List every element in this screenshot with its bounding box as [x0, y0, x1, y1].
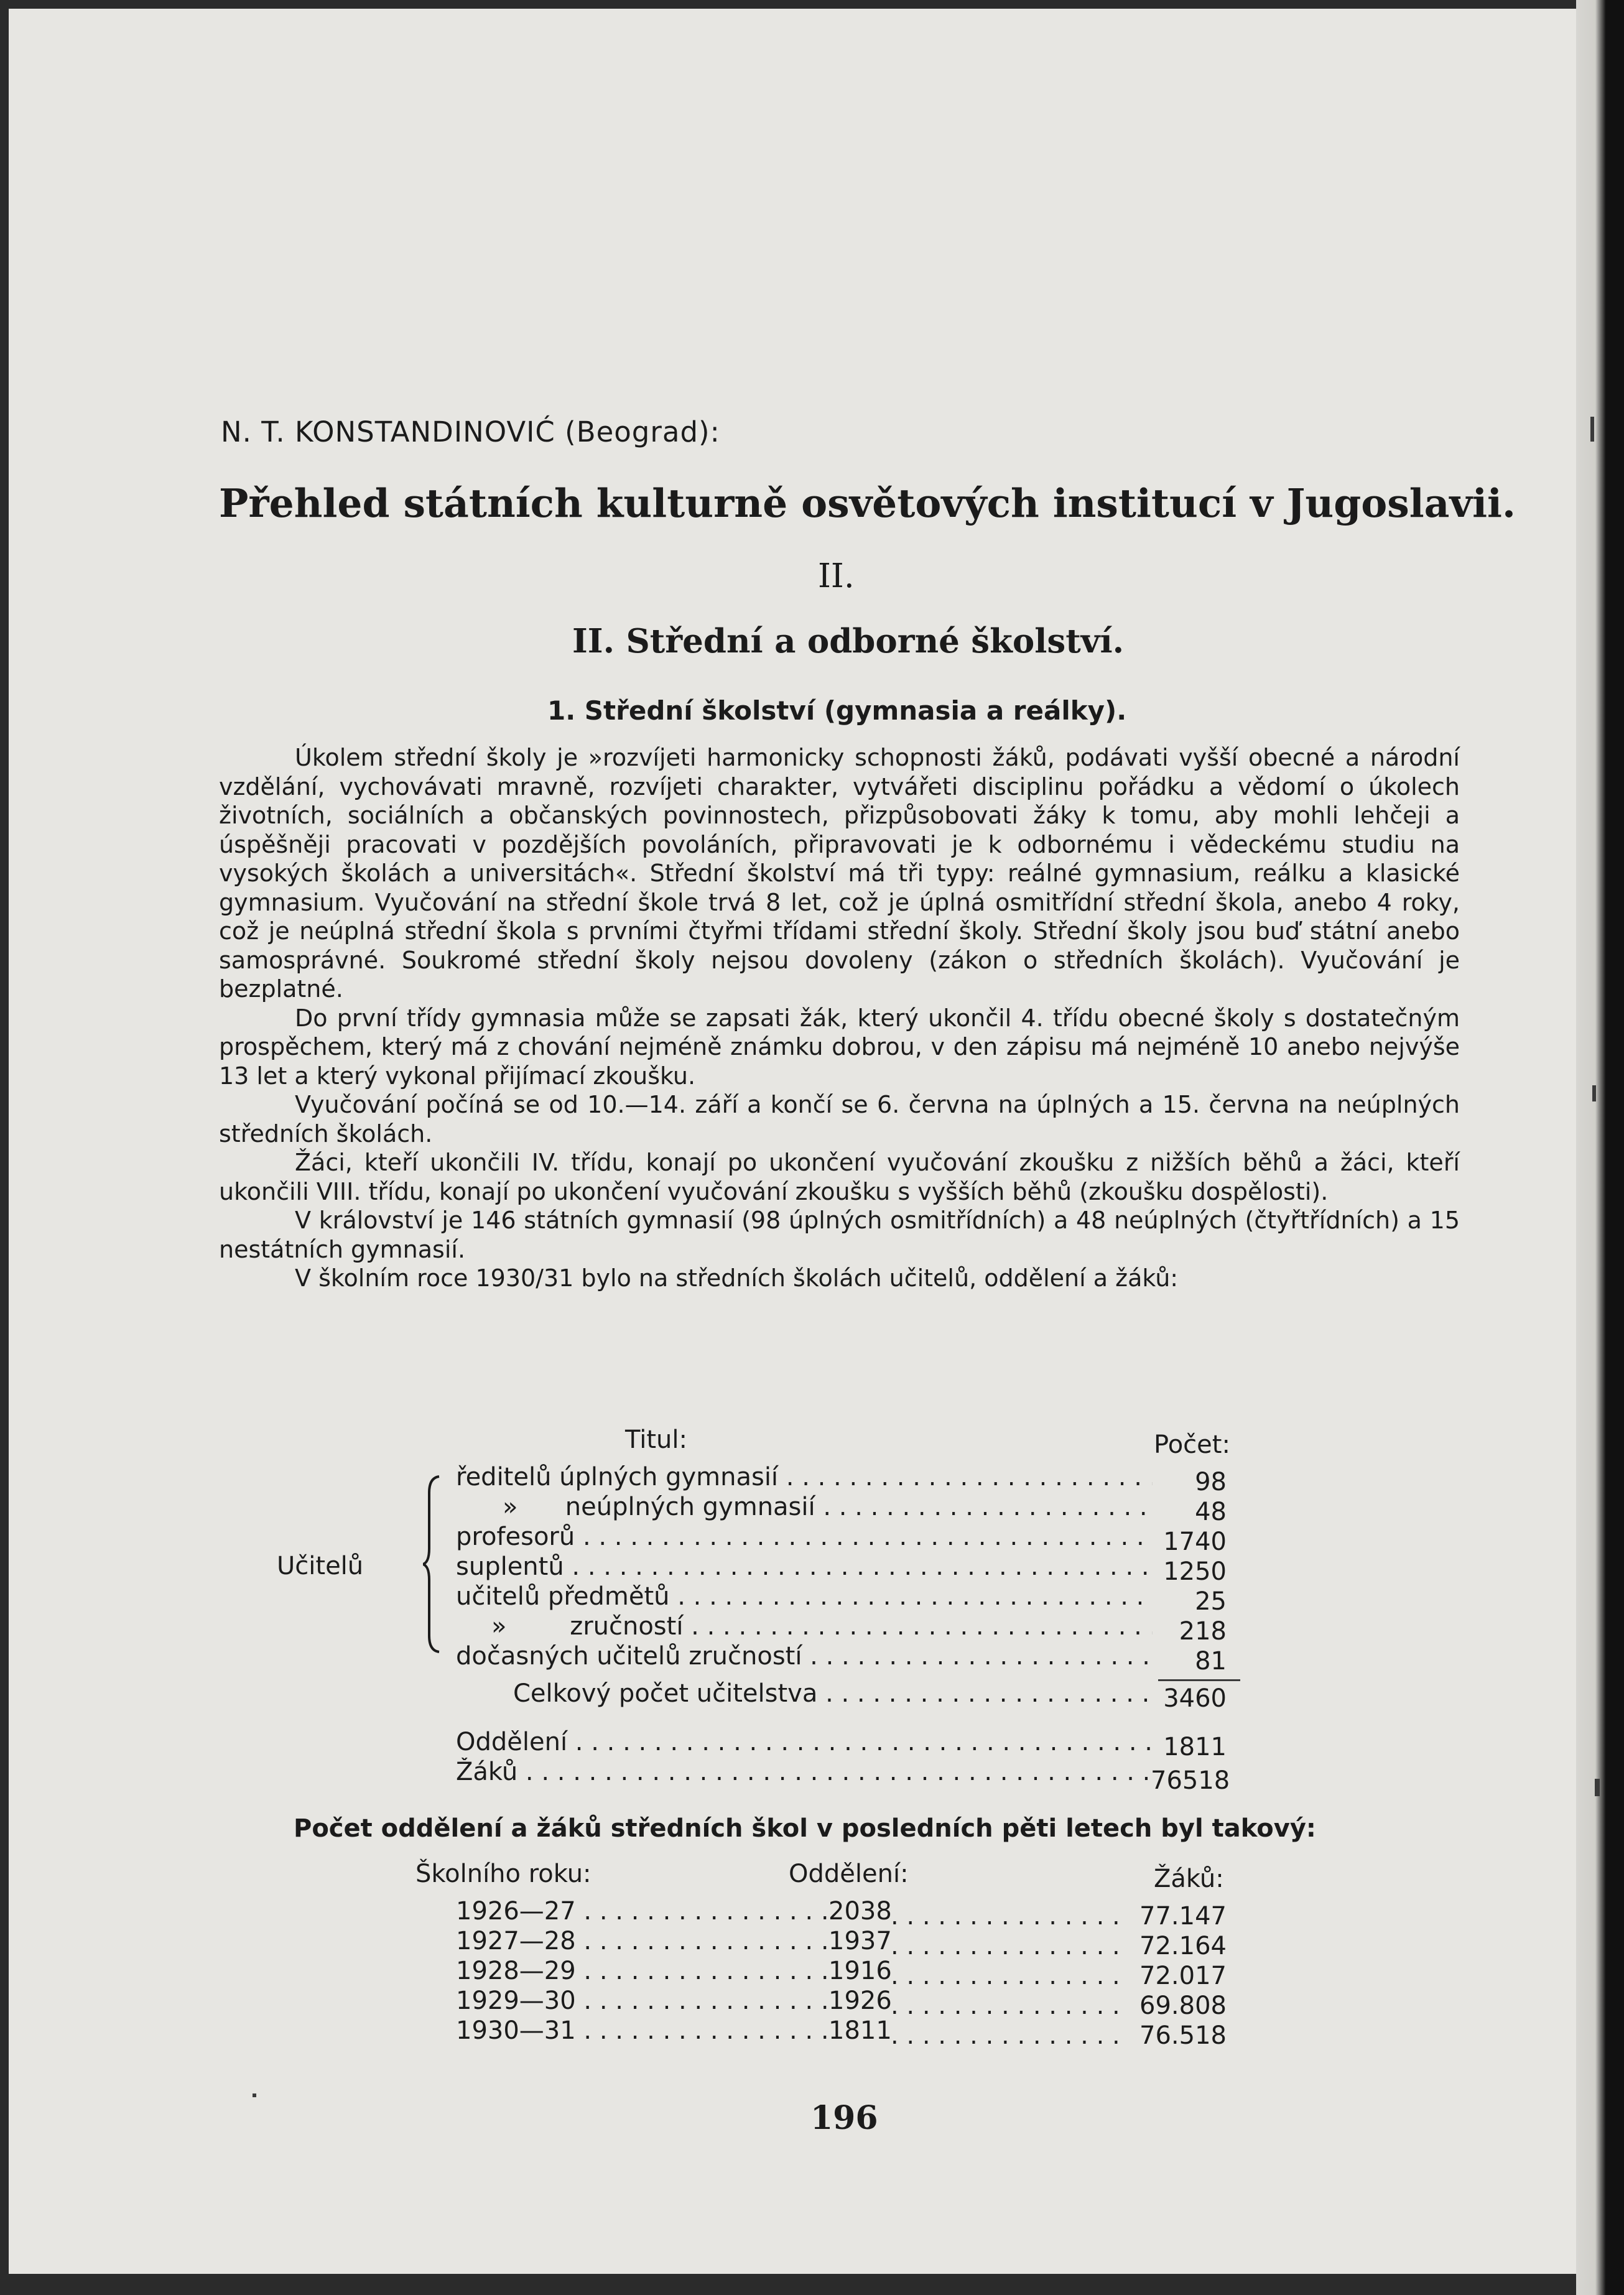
table-row-value: 48: [1195, 1498, 1227, 1526]
scan-speck: [1590, 417, 1594, 442]
body-text: [219, 743, 1460, 1293]
pupils-cell: 72.017: [1139, 1962, 1227, 1990]
sections-cell: 1926: [828, 1987, 892, 2015]
paragraph: Úkolem střední školy je »rozvíjeti harmonicky schopnosti žáků, podávati vyšší obecné a národní vzdělání, vychovávati mravně, rozvíjeti charakter, vytvářeti disciplinu pořádku a vědomí o úkolech životních, sociálních a občanských povinnostech, přizpůsobovati žáky k tomu, aby mohli lehčeji a úspěšněji pracovati v pozdějších povoláních, připravovati je k odbornému i vědeckému studiu na vysokých školách a universitách«. Střední školství má tři typy: reálné gymnasium, reálku a klasické gymnasium. Vyučování na střední škole trvá 8 let, což je úplná osmitřídní střední škola, anebo 4 roky, což je neúplná střední škola s prvními čtyřmi třídami střední školy. Střední školy jsou buď státní anebo samosprávné. Soukromé střední školy nejsou dovoleny (zákon o středních školách). Vyučování je bezplatné.: [219, 744, 1460, 1003]
section-heading: II. Střední a odborné školství.: [572, 622, 1125, 661]
table-row-label: Žáků . . .: [456, 1758, 1153, 1786]
scan-speck: [1592, 1085, 1596, 1101]
page-number: 196: [810, 2099, 878, 2137]
part-number: II.: [818, 557, 855, 595]
table-row-value: 25: [1195, 1587, 1227, 1616]
dot-leader: [891, 1902, 1118, 1931]
table-row-label: učitelů předmětů . . .: [456, 1582, 1153, 1611]
history-intro: Počet oddělení a žáků středních škol v posledních pěti letech byl takový:: [294, 1814, 1316, 1843]
table-row-label: profesorů . . .: [456, 1523, 1153, 1551]
table-row-value: 98: [1195, 1468, 1227, 1496]
pupils-cell: 77.147: [1139, 1902, 1227, 1931]
article-title: Přehled státních kulturně osvětových institucí v Jugoslavii.: [219, 480, 1516, 526]
table-row-label: suplentů . . .: [456, 1552, 1153, 1581]
table-row-value: 1250: [1163, 1557, 1227, 1586]
scan-speck: [1595, 1779, 1600, 1796]
table-row-value: 76518: [1151, 1766, 1230, 1795]
column-header-year: Školního roku:: [415, 1860, 592, 1888]
paragraph: V školním roce 1930/31 bylo na středních školách učitelů, oddělení a žáků:: [295, 1264, 1179, 1292]
column-header-title: Titul:: [625, 1426, 687, 1454]
column-header-count: Počet:: [1154, 1430, 1230, 1459]
sections-cell: 1916: [828, 1957, 892, 1985]
column-header-sections: Oddělení:: [789, 1860, 909, 1888]
year-cell: 1930—31 . . .: [456, 2016, 828, 2045]
year-cell: 1929—30 . . .: [456, 1987, 828, 2015]
table-row-label: dočasných učitelů zručností . . .: [456, 1642, 1153, 1671]
year-cell: 1926—27 . . .: [456, 1897, 828, 1926]
sum-rule: [1158, 1679, 1240, 1681]
table-row-value: 81: [1195, 1647, 1227, 1676]
dot-leader: [891, 1991, 1118, 2020]
paragraph: Vyučování počíná se od 10.—14. září a končí se 6. června na úplných a 15. června na neúplných středních školách.: [219, 1091, 1460, 1148]
table-row-label: » zručností . . .: [491, 1612, 1153, 1641]
sections-cell: 2038: [828, 1897, 892, 1926]
table-row-value: 1740: [1163, 1528, 1227, 1556]
pupils-cell: 76.518: [1139, 2021, 1227, 2050]
pupils-cell: 69.808: [1139, 1991, 1227, 2020]
paragraph: V království je 146 státních gymnasií (98 úplných osmitřídních) a 48 neúplných (čtyřtřídních) a 15 nestátních gymnasií.: [219, 1207, 1460, 1263]
subsection-heading: 1. Střední školství (gymnasia a reálky).: [547, 695, 1127, 726]
table-row-value: 218: [1179, 1617, 1227, 1646]
table-row-value: 1811: [1163, 1733, 1227, 1761]
paragraph: Žáci, kteří ukončili IV. třídu, konají po ukončení vyučování zkoušku z nižších běhů a žáci, kteří ukončili VIII. třídu, konají po ukončení vyučování zkoušku s vyšších běhů (zkoušku dospělosti).: [219, 1149, 1460, 1205]
dot-leader: [891, 1962, 1118, 1990]
year-cell: 1928—29 . . .: [456, 1957, 828, 1985]
group-label: Učitelů: [277, 1552, 364, 1580]
sections-cell: 1937: [828, 1927, 892, 1955]
total-value: 3460: [1163, 1684, 1227, 1713]
year-cell: 1927—28 . . .: [456, 1927, 828, 1955]
scan-speck: [253, 2093, 256, 2097]
table-row-label: ředitelů úplných gymnasií . . .: [456, 1463, 1153, 1491]
brace-icon: [423, 1474, 442, 1654]
table-row-label: » neúplných gymnasií . . .: [503, 1493, 1153, 1521]
page-edge-shadow: [1576, 0, 1624, 2295]
paragraph: Do první třídy gymnasia může se zapsati žák, který ukončil 4. třídu obecné školy s dostatečným prospěchem, který má z chování nejméně známku dobrou, v den zápisu má nejméně 10 anebo nejvýše 13 let a který vykonal přijímací zkoušku.: [219, 1004, 1460, 1090]
sections-cell: 1811: [828, 2016, 892, 2045]
dot-leader: [891, 1932, 1118, 1960]
column-header-pupils: Žáků:: [1154, 1865, 1224, 1893]
dot-leader: [891, 2021, 1118, 2050]
total-label: Celkový počet učitelstva . . .: [513, 1679, 1154, 1708]
table-row-label: Oddělení . . .: [456, 1728, 1153, 1756]
pupils-cell: 72.164: [1139, 1932, 1227, 1960]
author-byline: N. T. KONSTANDINOVIĆ (Beograd):: [221, 415, 720, 448]
